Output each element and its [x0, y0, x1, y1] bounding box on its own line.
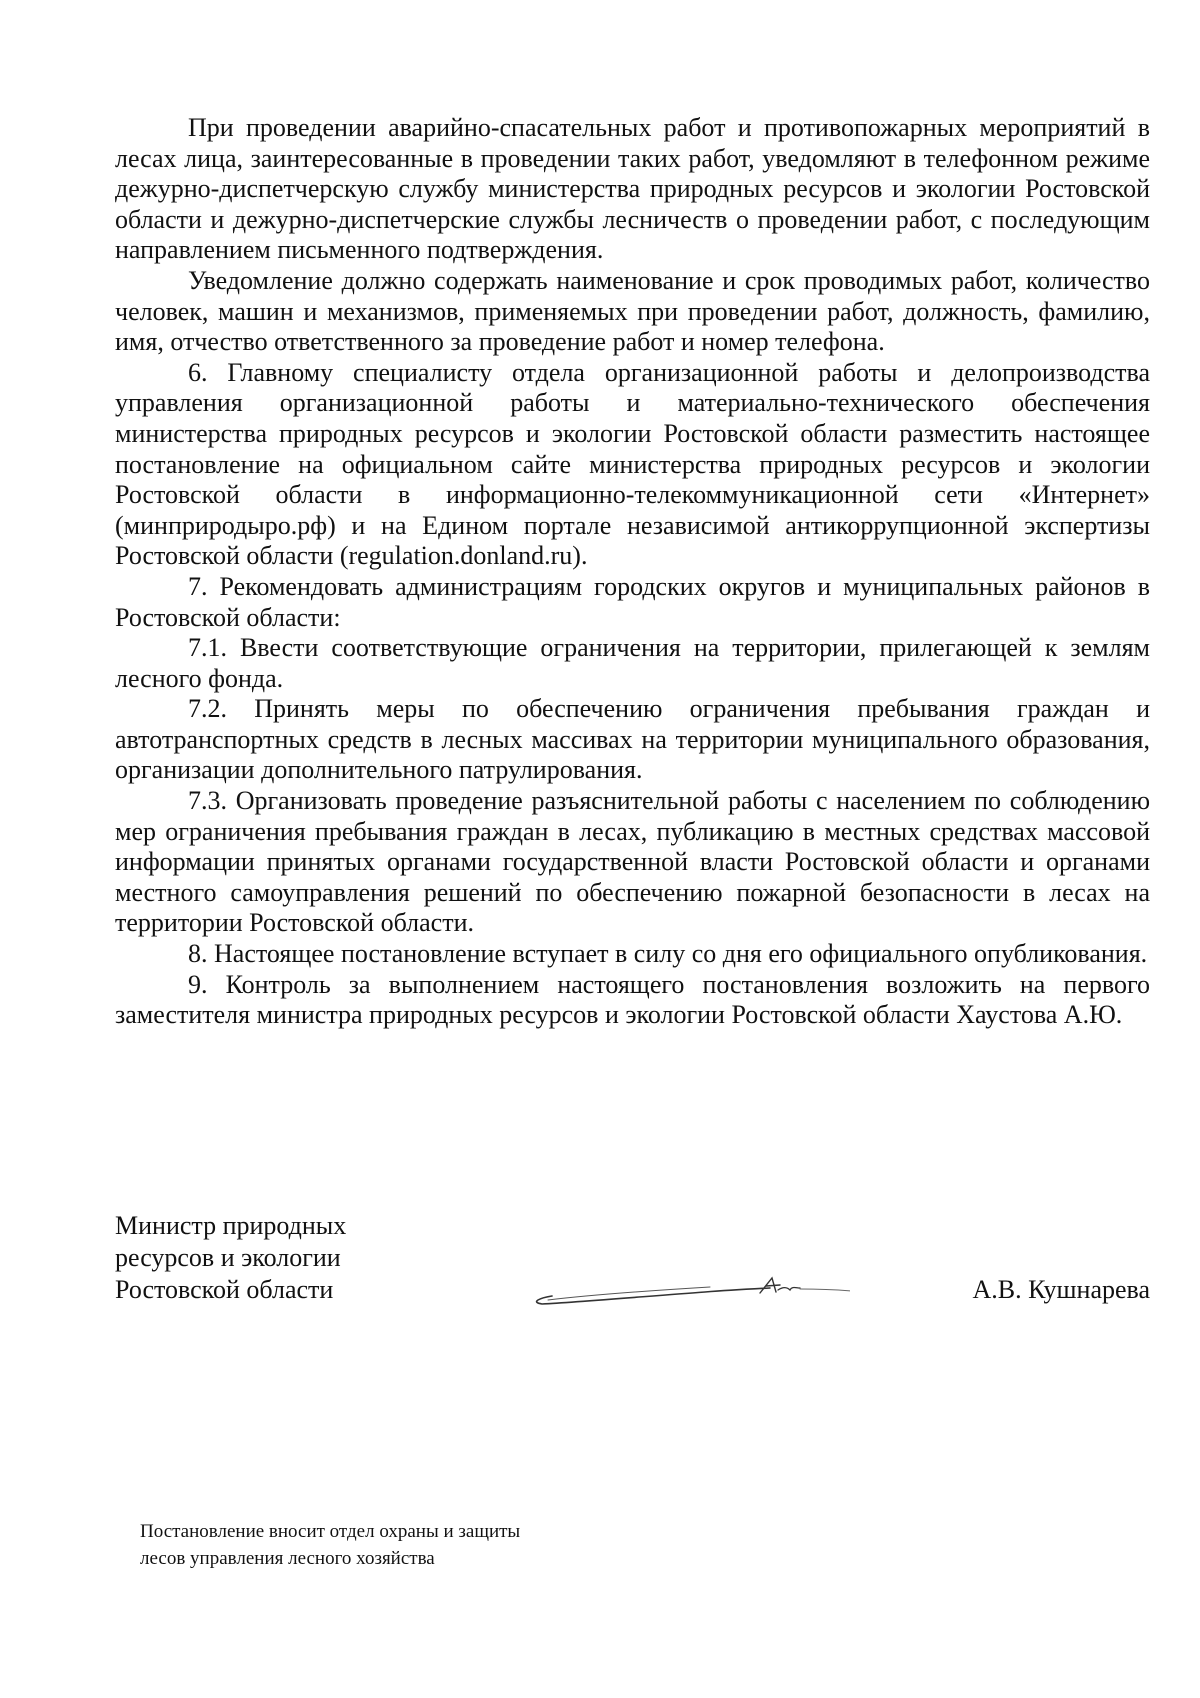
paragraph-item-6: 6. Главному специалисту отдела организационной работы и делопроизводства управления организационной работы и материально-технического обеспечения министерства природных ресурсов и экологии Ростовской области разместить настоящее постановление на официальном сайте министерства природных ресурсов и экологии Ростовской области в информационно-телекоммуникационной сети «Интернет» (минприродыро.рф) и на Едином портале независимой антикоррупционной экспертизы Ростовской области (regulation.donland.ru). — [115, 357, 1150, 571]
document-body — [115, 113, 1150, 1031]
signatory-title-line: Ростовской области — [115, 1275, 334, 1304]
signature-block — [115, 1210, 1150, 1320]
paragraph-item-7-3: 7.3. Организовать проведение разъяснительной работы с населением по соблюдению мер ограничения пребывания граждан в лесах, публикацию в местных средствах массовой информации принятых органами государственной власти Ростовской области и органами местного самоуправления решений по обеспечению пожарной безопасности в лесах на территории Ростовской области. — [115, 786, 1150, 938]
signatory-title-line: Министр природных — [115, 1211, 347, 1240]
signatory-title — [115, 1210, 346, 1306]
footer-note-line: Постановление вносит отдел охраны и защиты — [140, 1521, 521, 1542]
paragraph-item-7-2: 7.2. Принять меры по обеспечению ограничения пребывания граждан и автотранспортных средств в лесных массивах на территории муниципального образования, организации дополнительного патрулирования. — [115, 694, 1150, 785]
paragraph-notification-content: Уведомление должно содержать наименование и срок проводимых работ, количество человек, машин и механизмов, применяемых при проведении работ, должность, фамилию, имя, отчество ответственного за проведение работ и номер телефона. — [115, 265, 1150, 357]
paragraph-item-7-1: 7.1. Ввести соответствующие ограничения на территории, прилегающей к землям лесного фонда. — [115, 633, 1150, 693]
paragraph-item-7: 7. Рекомендовать администрациям городских округов и муниципальных районов в Ростовской области: — [115, 571, 1150, 632]
signatory-title-line: ресурсов и экологии — [115, 1243, 341, 1272]
paragraph-item-8: 8. Настоящее постановление вступает в силу со дня его официального опубликования. — [188, 939, 1148, 969]
paragraph-item-9: 9. Контроль за выполнением настоящего постановления возложить на первого заместителя министра природных ресурсов и экологии Ростовской области Хаустова А.Ю. — [115, 969, 1150, 1030]
signatory-name: А.В. Кушнарева — [972, 1275, 1150, 1304]
footer-note-line: лесов управления лесного хозяйства — [140, 1548, 435, 1569]
paragraph-emergency-works: При проведении аварийно-спасательных работ и противопожарных мероприятий в лесах лица, заинтересованные в проведении таких работ, уведомляют в телефонном режиме дежурно-диспетчерскую службу министерства природных ресурсов и экологии Ростовской области и дежурно-диспетчерские службы лесничеств о проведении работ, с последующим направлением письменного подтверждения. — [115, 113, 1150, 265]
footer-note — [140, 1518, 520, 1572]
handwritten-signature — [460, 1260, 850, 1320]
